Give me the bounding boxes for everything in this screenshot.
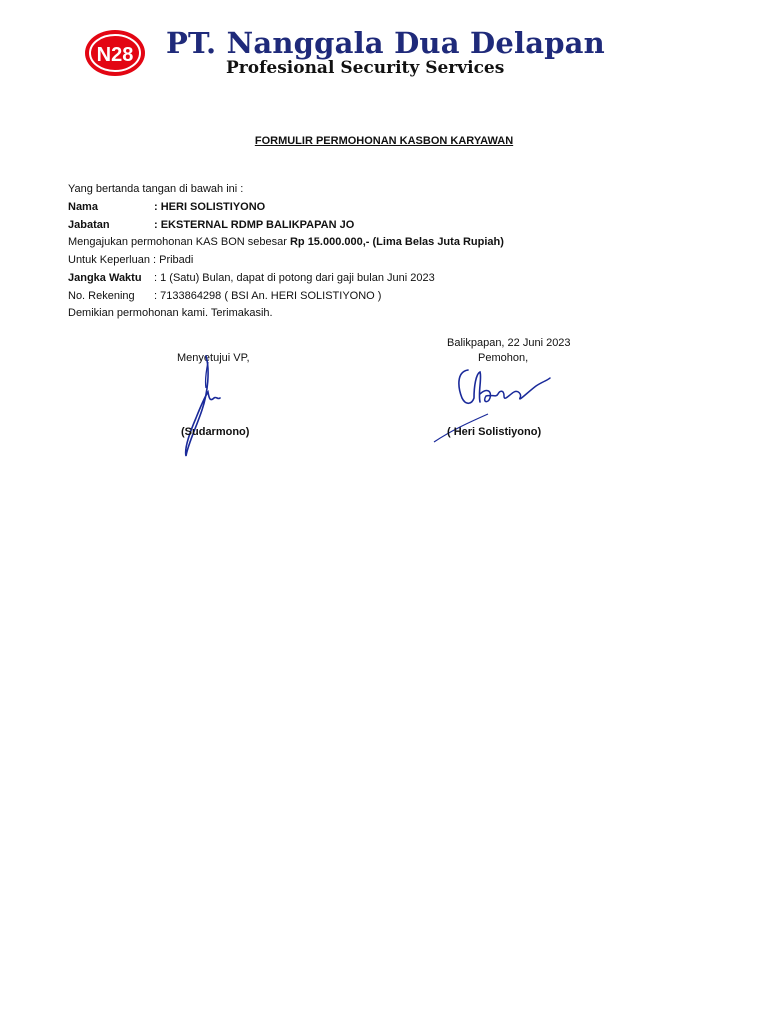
- nama-value: : HERI SOLISTIYONO: [154, 201, 266, 213]
- closing-text: Demikian permohonan kami. Terimakasih.: [68, 307, 273, 319]
- approver-name: (Sudarmono): [181, 426, 250, 438]
- form-title: FORMULIR PERMOHONAN KASBON KARYAWAN: [254, 135, 514, 147]
- jabatan-value: : EKSTERNAL RDMP BALIKPAPAN JO: [154, 219, 355, 231]
- intro-text: Yang bertanda tangan di bawah ini :: [68, 183, 244, 195]
- logo-text: N28: [96, 44, 134, 66]
- place-date: Balikpapan, 22 Juni 2023: [447, 337, 571, 349]
- company-logo: [83, 28, 147, 78]
- company-name: PT. Nanggala Dua Delapan: [166, 26, 605, 60]
- jabatan-label: Jabatan: [68, 219, 110, 231]
- request-prefix: Mengajukan permohonan KAS BON sebesar: [68, 236, 290, 248]
- keperluan-row: Untuk Keperluan : Pribadi: [68, 254, 194, 266]
- nama-label: Nama: [68, 201, 98, 213]
- approver-signature: [178, 352, 226, 460]
- nama-row: [68, 201, 265, 213]
- applicant-name: ( Heri Solistiyono): [447, 426, 542, 438]
- request-amount: Rp 15.000.000,- (Lima Belas Juta Rupiah): [289, 236, 504, 248]
- rekening-value: : 7133864298 ( BSI An. HERI SOLISTIYONO ): [154, 290, 382, 302]
- rekening-label: No. Rekening: [68, 290, 135, 302]
- jangka-value: : 1 (Satu) Bulan, dapat di potong dari gaji bulan Juni 2023: [154, 272, 435, 284]
- jangka-row: [68, 272, 435, 284]
- applicant-label: Pemohon,: [478, 352, 529, 364]
- rekening-row: [68, 290, 381, 302]
- request-row: [68, 236, 504, 248]
- approver-label: Menyetujui VP,: [177, 352, 250, 364]
- jabatan-row: [68, 219, 354, 231]
- jangka-label: Jangka Waktu: [68, 272, 142, 284]
- company-tagline: Profesional Security Services: [226, 58, 505, 78]
